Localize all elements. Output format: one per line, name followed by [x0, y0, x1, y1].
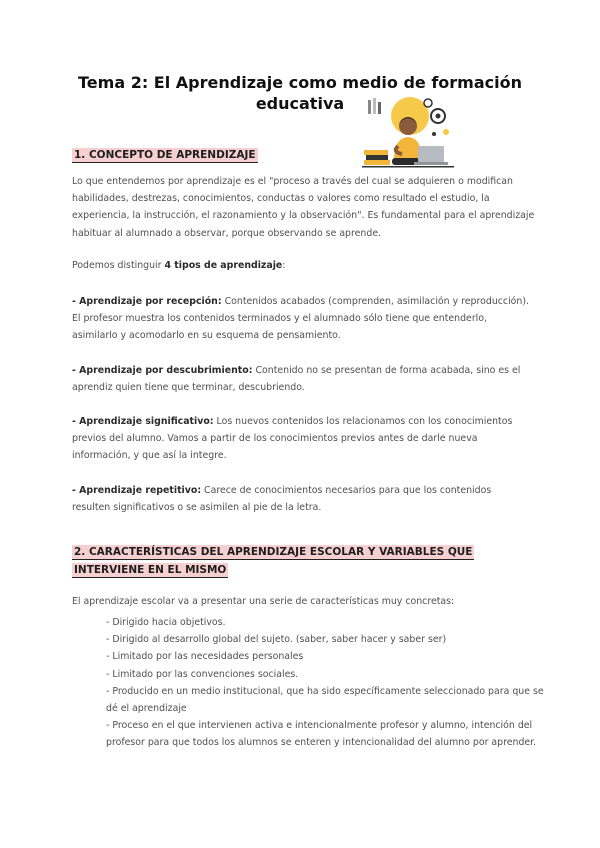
student-laptop-illustration [362, 94, 454, 174]
caracteristicas-intro: El aprendizaje escolar va a presentar una serie de características muy concretas: [72, 596, 455, 607]
tipos-intro: Podemos distinguir 4 tipos de aprendizaje: [72, 260, 286, 271]
section-heading-caracteristicas: 2. CARACTERÍSTICAS DEL APRENDIZAJE ESCOLAR Y VARIABLES QUE INTERVIENE EN EL MISMO [74, 546, 473, 576]
list-item: - Limitado por las convenciones sociales. [106, 668, 299, 680]
concepto-paragraph: Lo que entendemos por aprendizaje es el "proceso a través del cual se adquieren o modifican habilidades, destrezas, conocimientos, conductas o valores como resultado el estudio, la experiencia, la instrucción, el razonamiento y la observación". Es fundamental para el aprendizaje habituar al alumnado a observar, porque observando se aprende. [72, 176, 535, 239]
tipo-descubrimiento: - Aprendizaje por descubrimiento: Contenido no se presentan de forma acabada, sino es el aprendiz quien tiene que terminar, descubriendo. [72, 365, 521, 394]
list-item: - Dirigido hacia objetivos. [106, 617, 226, 628]
section-heading-concepto: 1. CONCEPTO DE APRENDIZAJE [74, 149, 256, 161]
tipo-repetitivo: - Aprendizaje repetitivo: Carece de conocimientos necesarios para que los contenidos resulten significativos o se asimilen al pie de la letra. [72, 485, 492, 514]
list-item: - Producido en un medio institucional, que ha sido específicamente seleccionado para que se dé el aprendizaje [106, 685, 544, 715]
tipo-recepcion: - Aprendizaje por recepción: Contenidos acabados (comprenden, asimilación y reproducción). El profesor muestra los contenidos terminados y el alumnado sólo tiene que entenderlo, asimilarlo y acomodarlo en su esquema de pensamiento. [72, 296, 529, 342]
caracteristicas-list [106, 614, 546, 752]
list-item: - Dirigido al desarrollo global del sujeto. (saber, saber hacer y saber ser) [106, 634, 447, 646]
tipo-significativo: - Aprendizaje significativo: Los nuevos contenidos los relacionamos con los conocimientos previos del alumno. Vamos a partir de los conocimientos previos antes de darle nueva información, y que así la integre. [72, 416, 513, 462]
list-item: - Limitado por las necesidades personales [106, 651, 304, 663]
list-item: - Proceso en el que intervienen activa e intencionalmente profesor y alumno, intención del profesor para que todos los alumnos se enteren y intencionalidad del alumno por aprender. [106, 720, 537, 749]
page-title: Tema 2: El Aprendizaje como medio de formación educativa [78, 73, 522, 113]
